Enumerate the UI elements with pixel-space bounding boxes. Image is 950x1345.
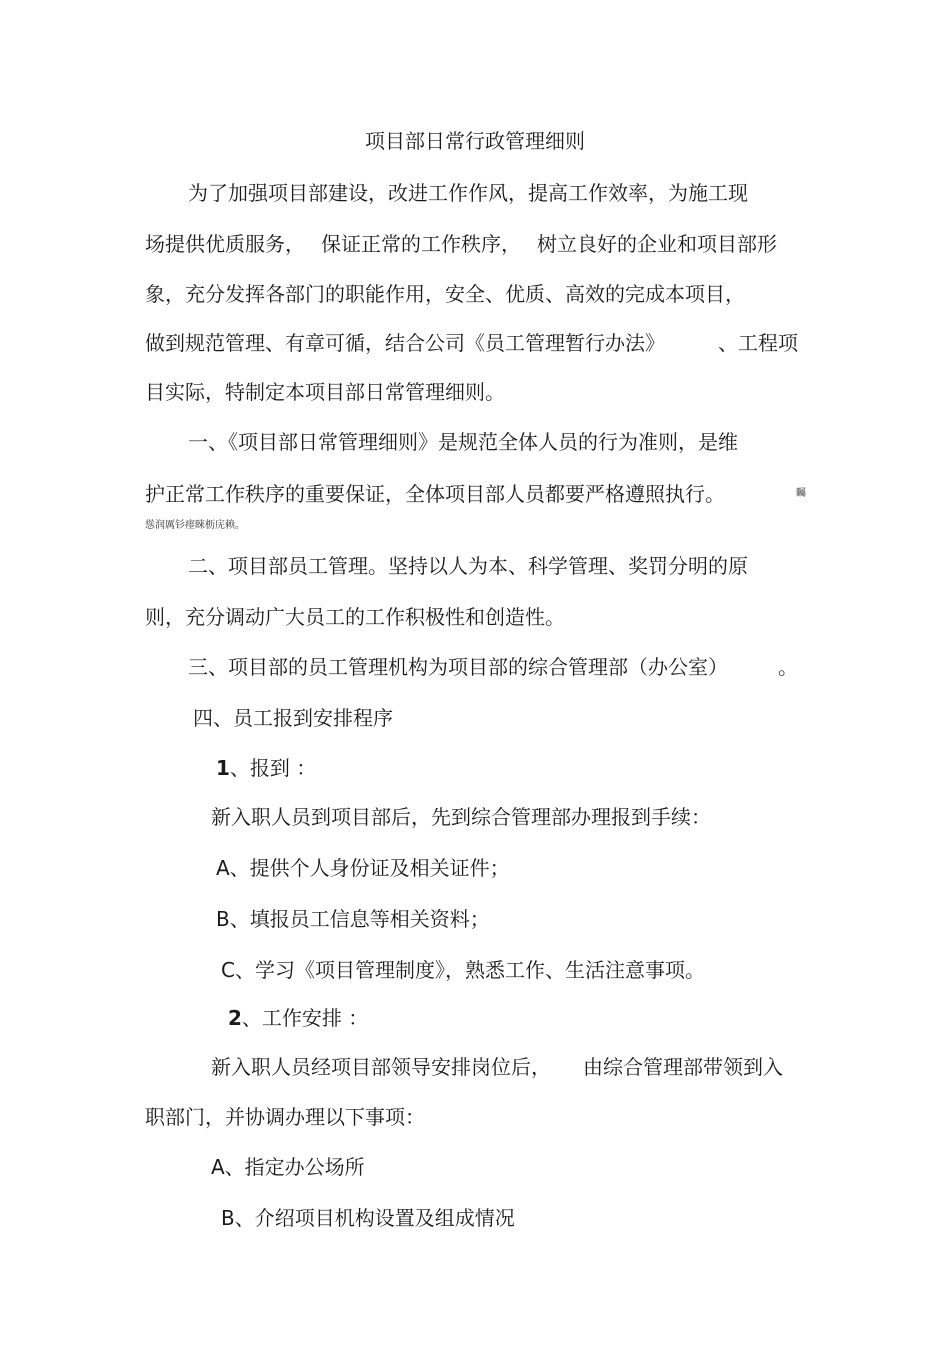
- step1-item-b: B、填报员工信息等相关资料；: [216, 907, 490, 931]
- step2-heading: [228, 1003, 368, 1033]
- clause1-line-2: 护正常工作秩序的重要保证，全体项目部人员都要严格遵照执行。: [145, 482, 725, 506]
- document-title: 项目部日常行政管理细则: [365, 129, 585, 153]
- step1-label: 、报到 ：: [229, 756, 317, 780]
- step2-item-b: B、介绍项目机构设置及组成情况: [221, 1206, 515, 1230]
- clause4-heading: 四、员工报到安排程序: [193, 706, 393, 730]
- step1-number: 1: [216, 756, 230, 780]
- intro-line-1: 为了加强项目部建设，改进工作作风，提高工作效率，为施工现: [188, 181, 748, 205]
- clause1-line-1: 一、《项目部日常管理细则》是规范全体人员的行为准则，是维: [188, 430, 738, 454]
- step2-description-b: 由综合管理部带领到入: [583, 1055, 783, 1079]
- step2-description-c: 职部门，并协调办理以下事项：: [145, 1105, 425, 1129]
- step1-heading: [216, 753, 316, 783]
- step2-number: 2: [228, 1006, 242, 1030]
- garbled-text-right: 矚: [796, 488, 806, 499]
- intro-line-2b: 保证正常的工作秩序，: [321, 232, 521, 256]
- intro-line-2c: 树立良好的企业和项目部形: [537, 232, 777, 256]
- step2-description-a: 新入职人员经项目部领导安排岗位后，: [211, 1055, 551, 1079]
- step2-item-a: A、指定办公场所: [211, 1155, 365, 1179]
- step1-item-a: A、提供个人身份证及相关证件；: [216, 856, 510, 880]
- clause2-line-1: 二、项目部员工管理。坚持以人为本、科学管理、奖罚分明的原: [188, 554, 748, 578]
- intro-line-3: 象，充分发挥各部门的职能作用，安全、优质、高效的完成本项目，: [145, 282, 745, 306]
- garbled-text-left: 慫润厲钐瘗睞枥庑赖。: [145, 520, 245, 531]
- step1-description: 新入职人员到项目部后，先到综合管理部办理报到手续：: [211, 805, 711, 829]
- clause3-line: 三、项目部的员工管理机构为项目部的综合管理部（办公室）: [188, 655, 728, 679]
- intro-line-4b: 、工程项: [718, 331, 798, 355]
- step1-item-c: C、学习《项目管理制度》，熟悉工作、生活注意事项。: [221, 958, 705, 982]
- intro-line-2a: 场提供优质服务，: [145, 232, 305, 256]
- clause2-line-2: 则，充分调动广大员工的工作积极性和创造性。: [145, 605, 565, 629]
- intro-line-5: 目实际，特制定本项目部日常管理细则。: [145, 380, 505, 404]
- clause3-end: 。: [778, 655, 798, 679]
- step2-label: 、工作安排 ：: [241, 1006, 369, 1030]
- intro-line-4a: 做到规范管理、有章可循，结合公司《员工管理暂行办法》: [145, 331, 665, 355]
